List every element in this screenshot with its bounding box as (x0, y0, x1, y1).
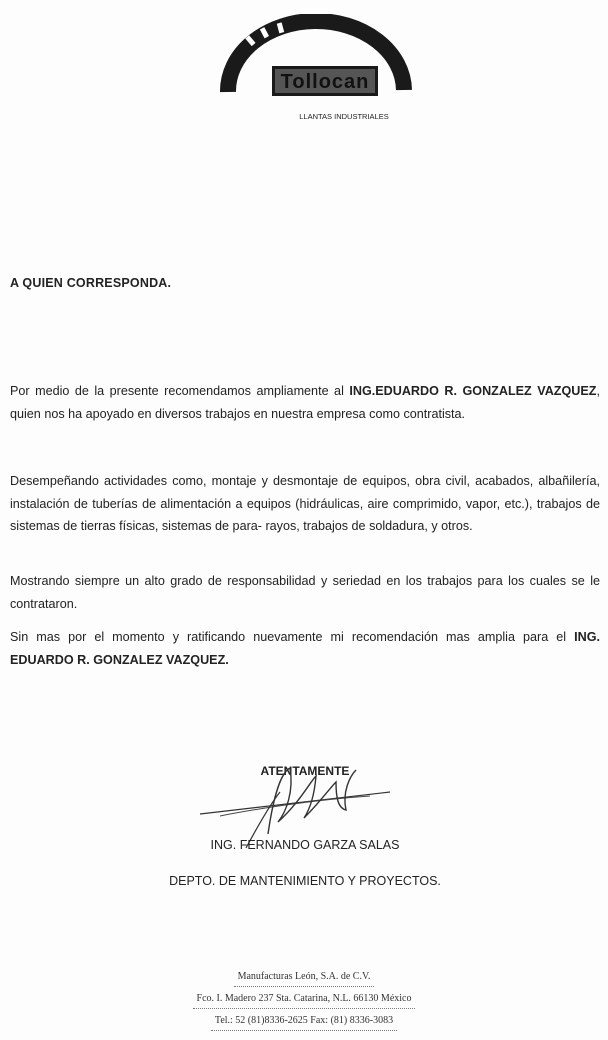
signer-name: ING. FERNANDO GARZA SALAS (210, 838, 400, 852)
logo-tagline: LLANTAS INDUSTRIALES (299, 112, 389, 121)
letter-footer (154, 968, 454, 1034)
p4-intro: Sin mas por el momento y ratificando nuevamente mi recomendación mas amplia para el (10, 630, 575, 644)
signer-department: DEPTO. DE MANTENIMIENTO Y PROYECTOS. (169, 874, 441, 888)
p1-name: ING.EDUARDO R. GONZALEZ VAZQUEZ (349, 384, 597, 398)
paragraph-activities: Desempeñando actividades como, montaje y desmontaje de equipos, obra civil, acabados, albañilería, instalación de tuberías de alimentación a equipos (hidráulicas, aire comprimido, vapor, etc.), trabajos de sistemas de tierras físicas, sistemas de para- rayos, trabajos de soldadura, y otros. (10, 474, 600, 533)
paragraph-responsibility: Mostrando siempre un alto grado de responsabilidad y seriedad en los trabajos para los cuales se le contrataron. (10, 574, 600, 611)
logo-wordmark: Tollocan (280, 71, 370, 93)
company-logo (218, 14, 413, 126)
footer-address: Fco. I. Madero 237 Sta. Catarina, N.L. 66130 México (193, 990, 416, 1009)
p4-name: ING. EDUARDO R. GONZALEZ VAZQUEZ. (10, 630, 600, 667)
footer-company: Manufacturas León, S.A. de C.V. (234, 968, 375, 987)
handwritten-signature (190, 752, 420, 852)
paragraph-closing (10, 626, 600, 671)
footer-phone: Tel.: 52 (81)8336-2625 Fax: (81) 8336-3083 (211, 1012, 397, 1031)
logo-graphic (218, 14, 413, 126)
paragraph-recommendation (10, 380, 600, 425)
closing-word: ATENTAMENTE (260, 764, 350, 778)
p1-intro: Por medio de la presente recomendamos ampliamente al (10, 384, 350, 398)
salutation: A QUIEN CORRESPONDA. (10, 276, 172, 290)
p1-rest: , quien nos ha apoyado en diversos trabajos en nuestra empresa como contratista. (10, 384, 600, 421)
